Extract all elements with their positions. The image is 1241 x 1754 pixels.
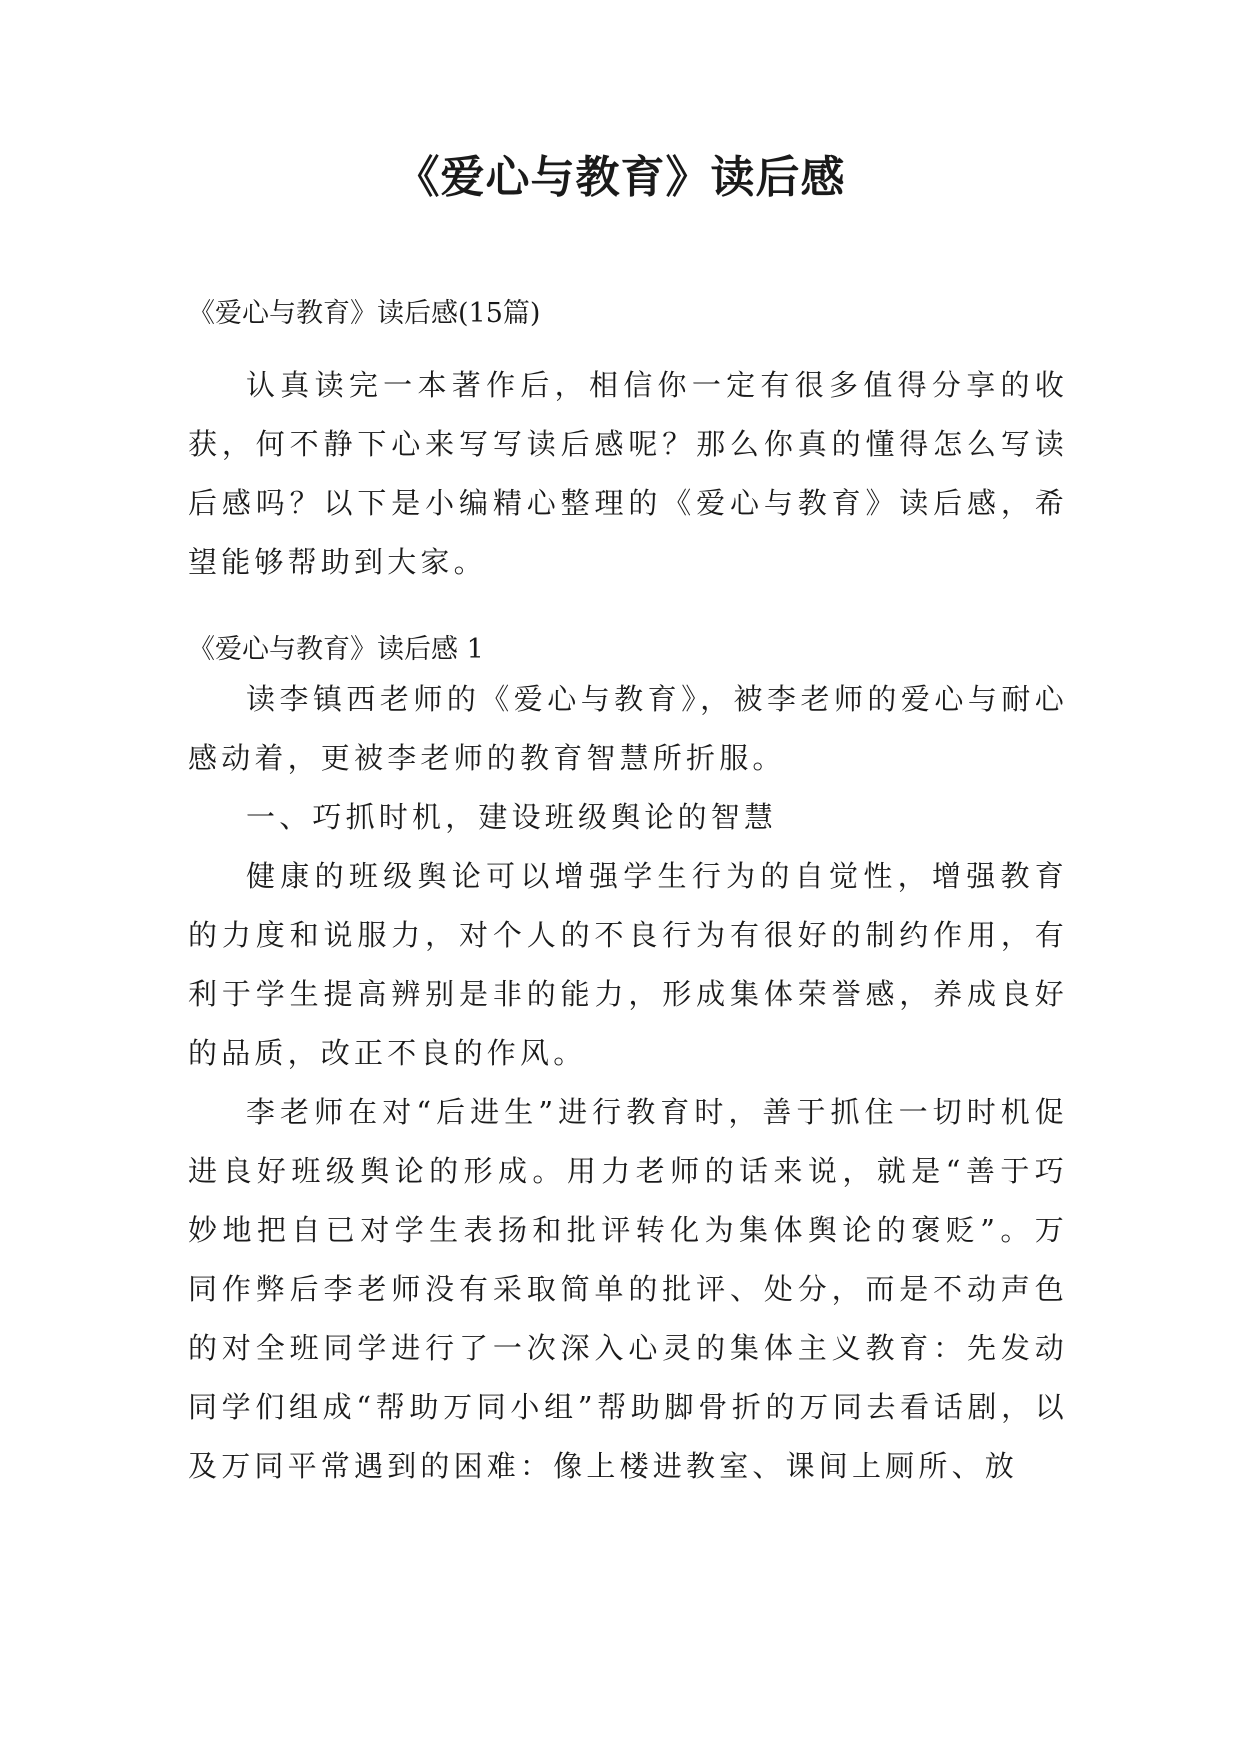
document-title: 《爱心与教育》读后感 (395, 152, 846, 203)
subsection-heading: 一、巧抓时机，建设班级舆论的智慧 (246, 800, 778, 834)
document-subtitle: 《爱心与教育》读后感(15篇) (188, 298, 541, 329)
intro-paragraph: 认真读完一本著作后，相信你一定有很多值得分享的收获，何不静下心来写写读后感呢？那么你真的懂得怎么写读后感吗？以下是小编精心整理的《爱心与教育》读后感，希望能够帮助到大家。 (188, 368, 1068, 579)
intro-block (188, 356, 1068, 592)
section-1 (188, 630, 1068, 1496)
body-paragraph: 健康的班级舆论可以增强学生行为的自觉性，增强教育的力度和说服力，对个人的不良行为有很好的制约作用，有利于学生提高辨别是非的能力，形成集体荣誉感，养成良好的品质，改正不良的作风。 (188, 859, 1068, 1070)
section-heading: 《爱心与教育》读后感 1 (188, 634, 484, 665)
body-paragraph: 读李镇西老师的《爱心与教育》，被李老师的爱心与耐心感动着，更被李老师的教育智慧所折服。 (188, 682, 1068, 775)
body-paragraph: 李老师在对“后进生”进行教育时，善于抓住一切时机促进良好班级舆论的形成。用力老师的话来说，就是“善于巧妙地把自已对学生表扬和批评转化为集体舆论的褒贬”。万同作弊后李老师没有采取简单的批评、处分，而是不动声色的对全班同学进行了一次深入心灵的集体主义教育：先发动同学们组成“帮助万同小组”帮助脚骨折的万同去看话剧，以及万同平常遇到的困难：像上楼进教室、课间上厕所、放 (188, 1095, 1068, 1483)
